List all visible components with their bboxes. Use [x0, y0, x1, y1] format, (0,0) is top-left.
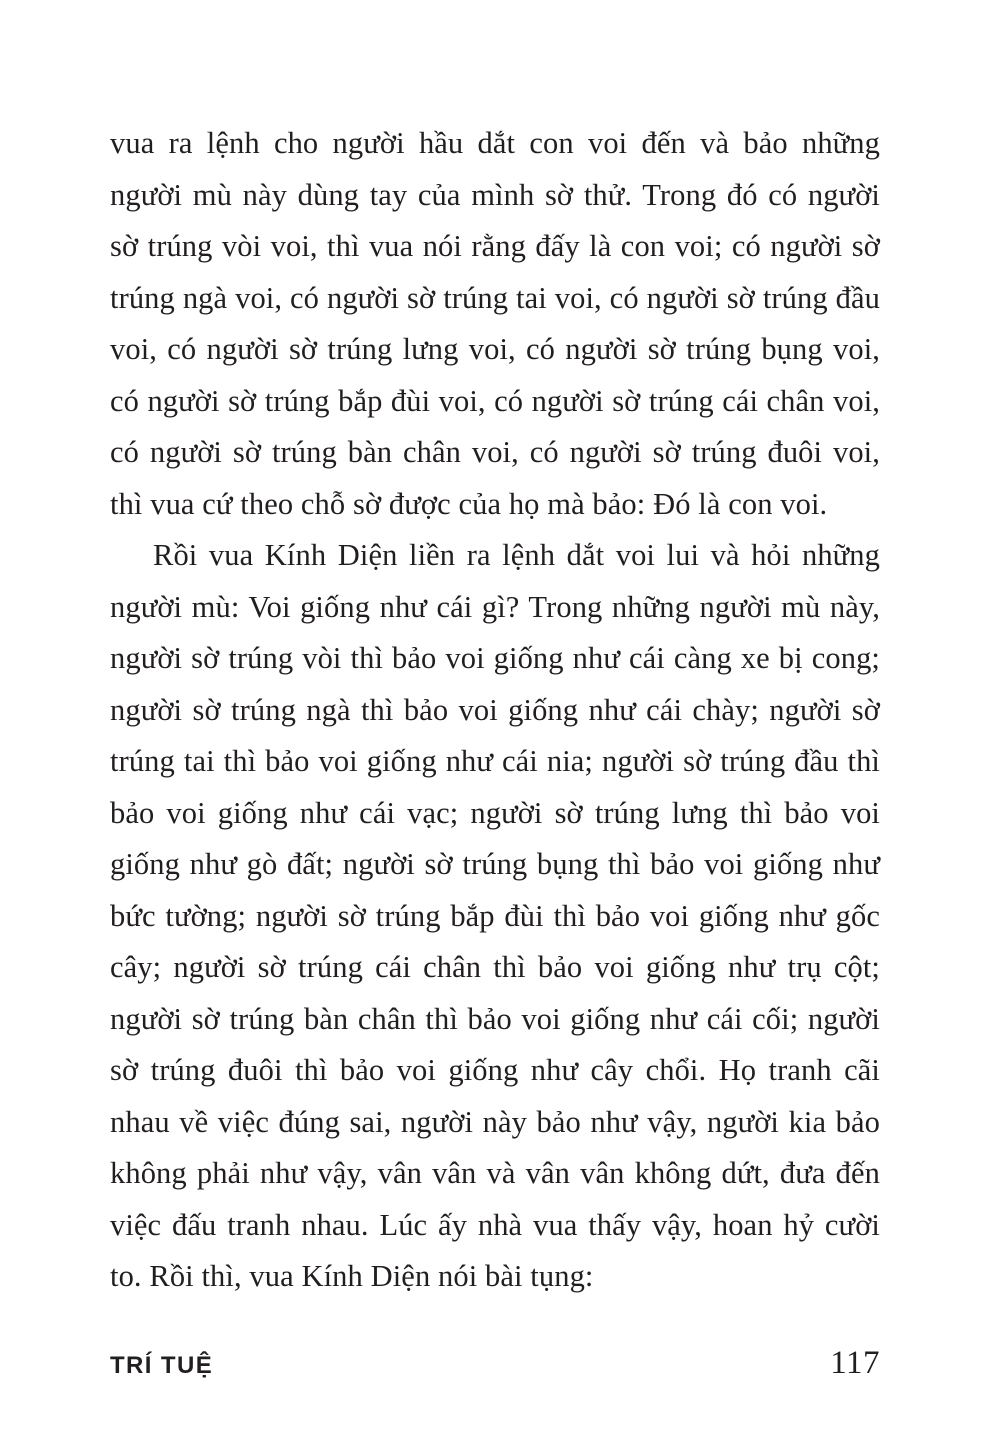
paragraph-continued: vua ra lệnh cho người hầu dắt con voi đến và bảo những người mù này dùng tay của mình sờ thử. Trong đó có người sờ trúng vòi voi, thì vua nói rằng đấy là con voi; có người sờ trúng ngà voi, có người sờ trúng tai voi, có người sờ trúng đầu voi, có người sờ trúng lưng voi, có người sờ trúng bụng voi, có người sờ trúng bắp đùi voi, có người sờ trúng cái chân voi, có người sờ trúng bàn chân voi, có người sờ trúng đuôi voi, thì vua cứ theo chỗ sờ được của họ mà bảo: Đó là con voi.	[110, 126, 880, 521]
page-body	[110, 118, 880, 1303]
paragraph-second: Rồi vua Kính Diện liền ra lệnh dắt voi lui và hỏi những người mù: Voi giống như cái gì? Trong những người mù này, người sờ trúng vòi thì bảo voi giống như cái càng xe bị cong; người sờ trúng ngà thì bảo voi giống như cái chày; người sờ trúng tai thì bảo voi giống như cái nia; người sờ trúng đầu thì bảo voi giống như cái vạc; người sờ trúng lưng thì bảo voi giống như gò đất; người sờ trúng bụng thì bảo voi giống như bức tường; người sờ trúng bắp đùi thì bảo voi giống như gốc cây; người sờ trúng cái chân thì bảo voi giống như trụ cột; người sờ trúng bàn chân thì bảo voi giống như cái cối; người sờ trúng đuôi thì bảo voi giống như cây chổi. Họ tranh cãi nhau về việc đúng sai, người này bảo như vậy, người kia bảo không phải như vậy, vân vân và vân vân không dứt, đưa đến việc đấu tranh nhau. Lúc ấy nhà vua thấy vậy, hoan hỷ cười to. Rồi thì, vua Kính Diện nói bài tụng:	[110, 538, 880, 1293]
page-footer	[110, 1345, 880, 1382]
page-number: 117	[830, 1345, 880, 1381]
running-head: TRÍ TUỆ	[110, 1352, 214, 1379]
